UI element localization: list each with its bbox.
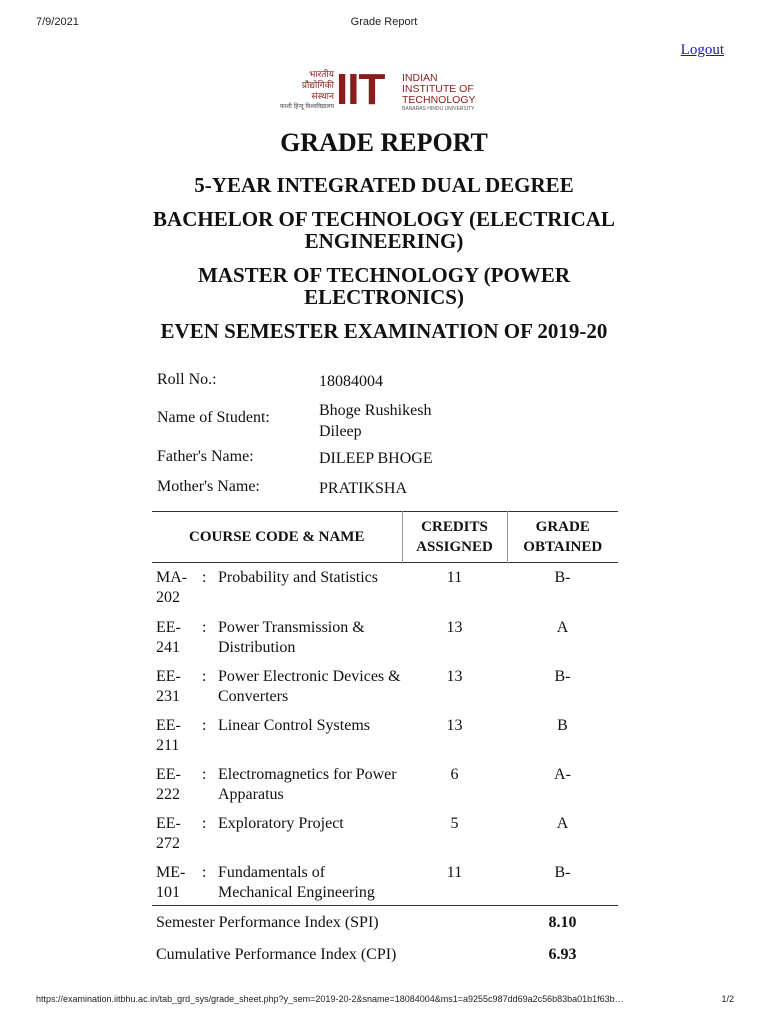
- mother-name-label: Mother's Name:: [157, 478, 260, 495]
- page-number: 1/2: [721, 994, 734, 1004]
- logo-english-line1: INDIAN: [402, 72, 438, 84]
- course-name: Exploratory Project: [218, 814, 344, 832]
- grades-header-row: [152, 512, 618, 563]
- mother-name-value: PRATIKSHA: [319, 480, 408, 497]
- course-code: ME-101: [156, 863, 186, 901]
- course-sep: :: [202, 569, 207, 586]
- course-grade: A: [556, 618, 569, 636]
- header-credits: CREDITS ASSIGNED: [402, 512, 507, 563]
- spi-value: 8.10: [548, 913, 577, 931]
- course-code: EE-272: [156, 814, 181, 852]
- course-code: MA-202: [156, 569, 188, 606]
- program-line-1: 5-YEAR INTEGRATED DUAL DEGREE: [194, 173, 574, 197]
- page-url: https://examination.iitbhu.ac.in/tab_grd_sys/grade_sheet.php?y_sem=2019-20-2&sname=18084004&ms1=a9255c987dd69a2c56b83ba01b1f63b…: [36, 994, 624, 1004]
- roll-value: 18084004: [319, 373, 383, 390]
- header-grade: GRADE OBTAINED: [523, 519, 603, 555]
- course-credits: 11: [446, 569, 463, 586]
- table-row: [152, 808, 618, 857]
- course-grade: B-: [554, 667, 571, 685]
- course-sep: :: [202, 716, 207, 734]
- logo-iit-mark: IIT: [336, 65, 385, 114]
- spi-row: [152, 906, 618, 938]
- program-line-2: BACHELOR OF TECHNOLOGY (ELECTRICAL ENGINEERING): [153, 207, 615, 253]
- course-grade: A-: [554, 765, 571, 783]
- mother-row: [157, 478, 457, 508]
- logout-link[interactable]: Logout: [680, 42, 724, 58]
- course-code: EE-231: [156, 667, 181, 705]
- course-grade: B: [557, 716, 568, 734]
- name-row: [157, 400, 457, 448]
- course-code: EE-222: [156, 765, 181, 803]
- course-sep: :: [202, 667, 207, 685]
- cpi-row: [152, 938, 618, 970]
- course-code: EE-211: [156, 716, 181, 754]
- iit-bhu-logo: [278, 65, 478, 114]
- logo-english-line3: TECHNOLOGY: [402, 94, 476, 106]
- roll-row: [157, 368, 457, 400]
- father-name-label: Father's Name:: [157, 448, 254, 465]
- father-row: [157, 448, 457, 478]
- logo-hindi-line4: काशी हिन्दू विश्वविद्यालय: [280, 103, 334, 110]
- course-name: Power Electronic Devices & Converters: [218, 667, 401, 705]
- table-row: [152, 612, 618, 661]
- header-course: COURSE CODE & NAME: [152, 512, 402, 563]
- course-credits: 11: [446, 863, 463, 881]
- logo-english-line2: INSTITUTE OF: [402, 83, 474, 95]
- exam-line: EVEN SEMESTER EXAMINATION OF 2019-20: [160, 319, 608, 343]
- father-name-value: DILEEP BHOGE: [319, 450, 433, 467]
- course-name: Probability and Statistics: [218, 569, 378, 586]
- course-grade: A: [556, 814, 569, 832]
- program-line-3: MASTER OF TECHNOLOGY (POWER ELECTRONICS): [197, 263, 570, 309]
- table-row: [152, 759, 618, 808]
- roll-label: Roll No.:: [157, 371, 217, 388]
- grades-table: [152, 511, 618, 970]
- logo-hindi-line2: प्रौद्योगिकी: [301, 81, 334, 91]
- print-date: 7/9/2021: [36, 16, 79, 28]
- course-name: Fundamentals of Mechanical Engineering: [218, 863, 375, 901]
- table-row: [152, 710, 618, 759]
- course-name: Electromagnetics for Power Apparatus: [218, 765, 397, 803]
- course-sep: :: [202, 618, 207, 636]
- course-grade: B-: [554, 569, 571, 586]
- logo-english-line4: BANARAS HINDU UNIVERSITY: [402, 106, 475, 112]
- course-sep: :: [202, 765, 207, 783]
- report-headings: [150, 124, 618, 354]
- spi-label: Semester Performance Index (SPI): [156, 913, 379, 931]
- course-credits: 13: [446, 618, 463, 636]
- logo-english-text: [402, 73, 476, 112]
- table-row: [152, 563, 618, 612]
- course-name: Linear Control Systems: [218, 716, 370, 734]
- print-title: Grade Report: [350, 16, 418, 28]
- course-sep: :: [202, 814, 207, 832]
- print-header: [0, 16, 768, 30]
- course-credits: 5: [450, 814, 459, 832]
- course-sep: :: [202, 863, 207, 881]
- student-name-value: Bhoge Rushikesh Dileep: [319, 402, 432, 440]
- course-name: Power Transmission & Distribution: [218, 618, 365, 656]
- logo-hindi-line3: संस्थान: [311, 92, 334, 102]
- course-credits: 13: [446, 667, 463, 685]
- table-row: [152, 857, 618, 906]
- course-grade: B-: [554, 863, 571, 881]
- report-title: GRADE REPORT: [280, 128, 488, 157]
- cpi-value: 6.93: [548, 945, 577, 963]
- course-credits: 13: [446, 716, 463, 734]
- course-credits: 6: [450, 765, 459, 783]
- course-code: EE-241: [156, 618, 181, 656]
- logo-hindi-line1: भारतीय: [308, 70, 334, 80]
- cpi-label: Cumulative Performance Index (CPI): [156, 945, 397, 963]
- logo-hindi-text: [278, 70, 334, 111]
- table-row: [152, 661, 618, 710]
- print-footer: [0, 994, 768, 1008]
- student-name-label: Name of Student:: [157, 409, 270, 426]
